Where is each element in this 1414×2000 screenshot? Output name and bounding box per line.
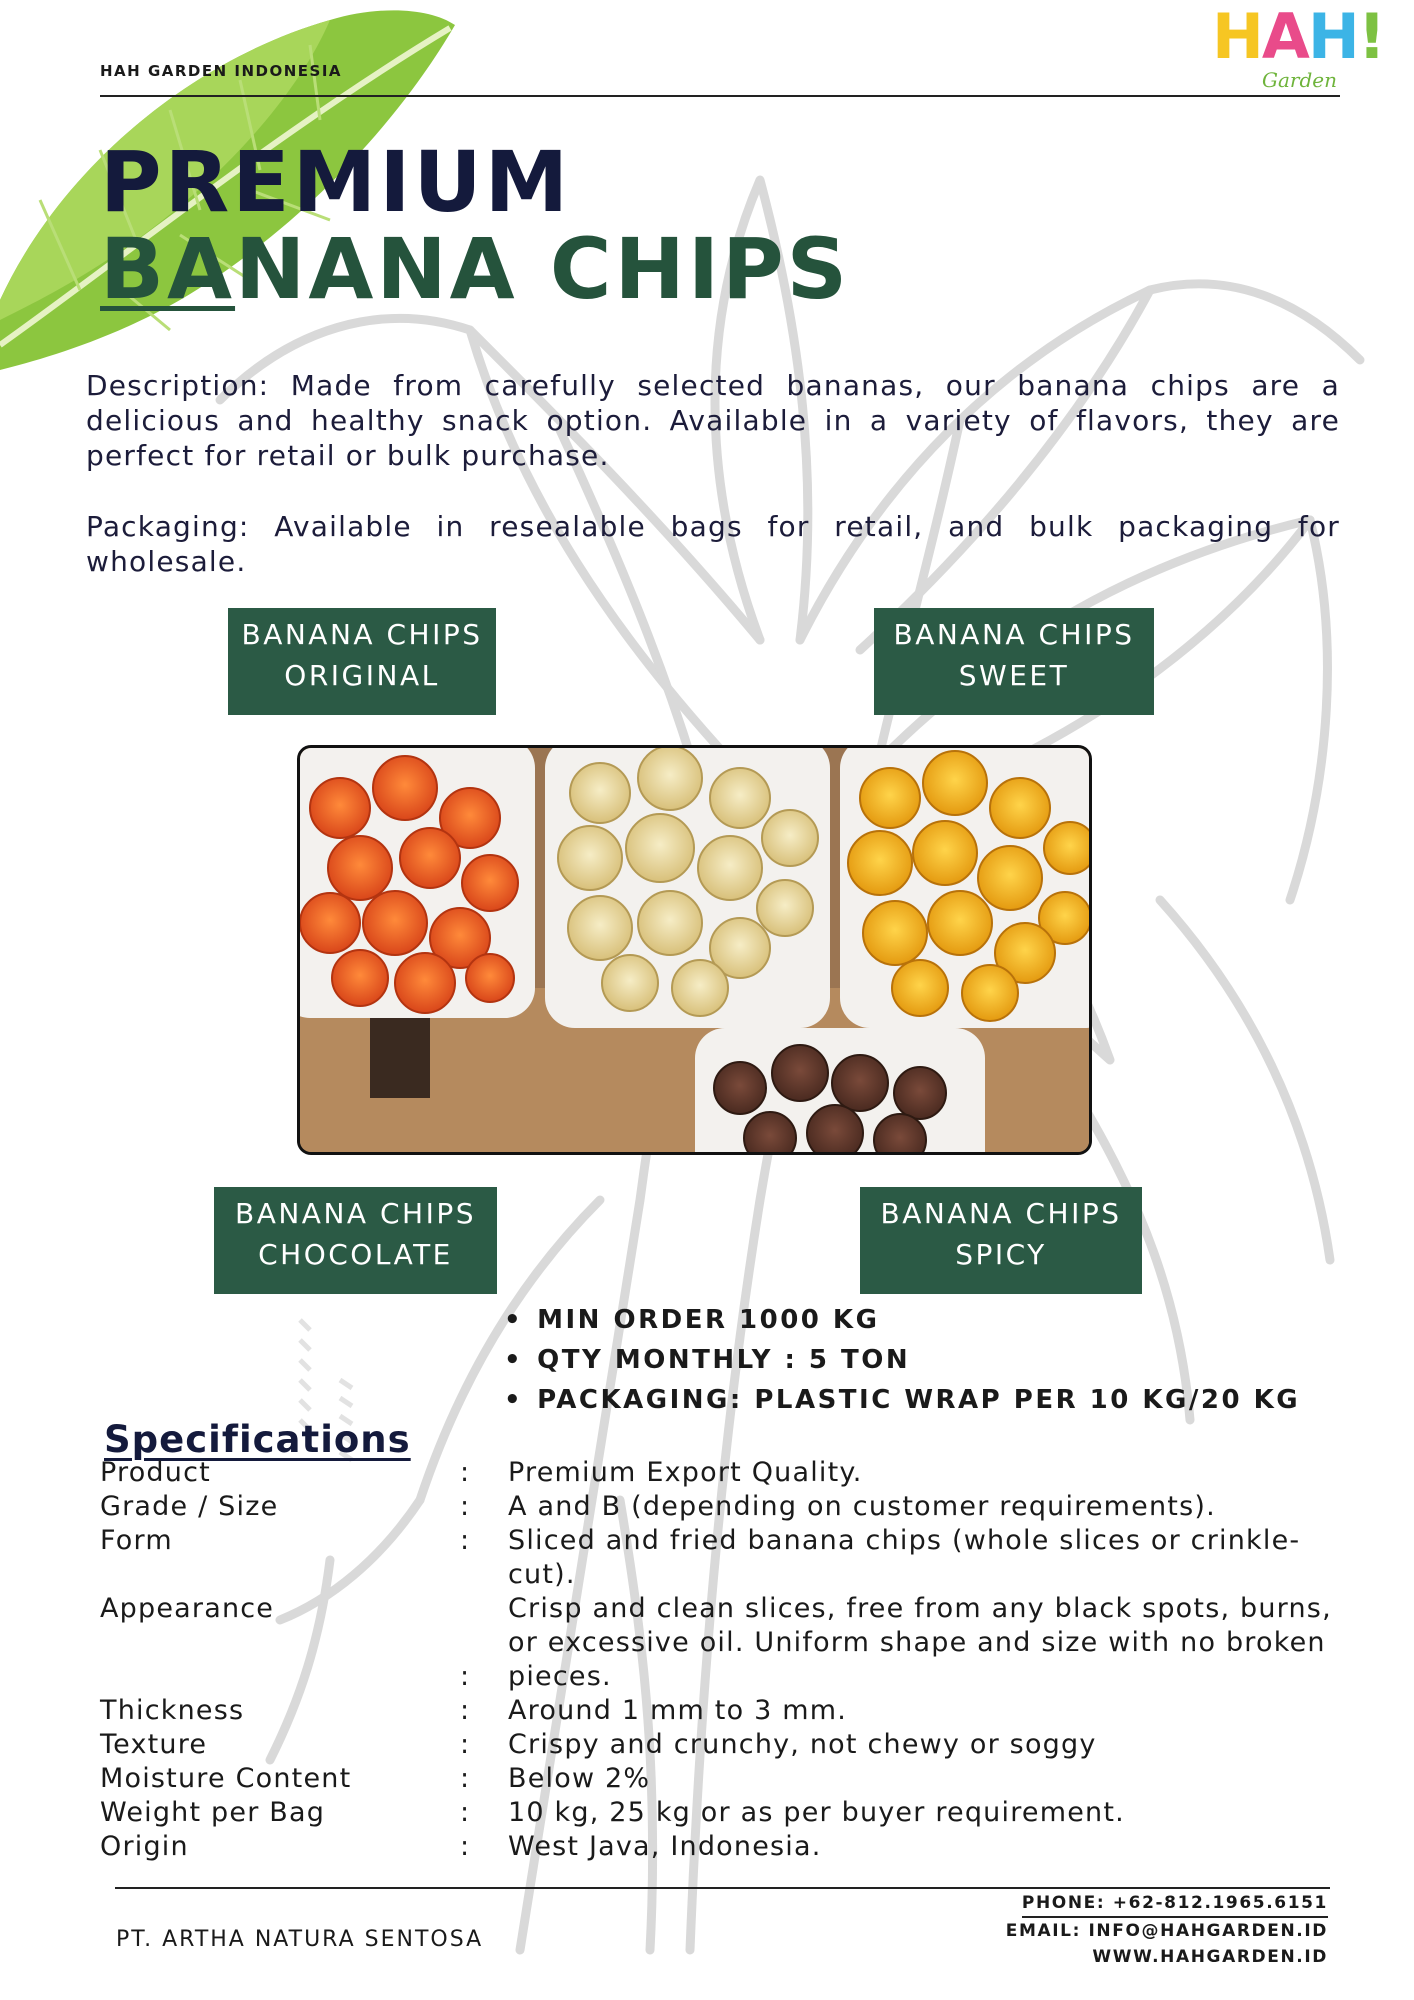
spec-value: Premium Export Quality.	[508, 1457, 863, 1488]
list-item: • QTY MONTHLY : 5 TON	[504, 1340, 1300, 1380]
spec-separator: :	[460, 1763, 471, 1794]
footer-phone: PHONE: +62-812.1965.6151	[1022, 1890, 1328, 1918]
footer-company-name: PT. ARTHA NATURA SENTOSA	[116, 1927, 484, 1952]
variant-tag-line: ORIGINAL	[284, 659, 440, 692]
spec-separator: :	[460, 1525, 471, 1556]
footer-website: WWW.HAHGARDEN.ID	[1092, 1947, 1328, 1967]
spec-value: Crispy and crunchy, not chewy or soggy	[508, 1729, 1097, 1760]
spec-label: Product	[100, 1457, 211, 1488]
spec-label: Thickness	[100, 1695, 245, 1726]
spec-value: Below 2%	[508, 1763, 651, 1794]
title-line-1: PREMIUM	[100, 133, 572, 231]
variant-tag-spicy	[860, 1187, 1142, 1294]
spec-label: Form	[100, 1525, 173, 1556]
logo-letter-a: A	[1261, 0, 1308, 73]
hah-garden-logo	[1212, 0, 1385, 98]
footer-email: EMAIL: INFO@HAHGARDEN.ID	[1005, 1921, 1328, 1941]
variant-tag-line: BANANA CHIPS	[880, 1197, 1122, 1230]
footer-contact-info	[1006, 1890, 1328, 1970]
logo-subtitle: Garden	[1262, 68, 1337, 92]
variant-tag-line: SPICY	[955, 1238, 1047, 1271]
variant-tag-line: BANANA CHIPS	[893, 618, 1135, 651]
spec-separator: :	[460, 1831, 471, 1862]
header-company-name: HAH GARDEN INDONESIA	[100, 62, 343, 80]
spec-separator: :	[460, 1797, 471, 1828]
spec-label: Weight per Bag	[100, 1797, 326, 1828]
spec-value: 10 kg, 25 kg or as per buyer requirement.	[508, 1797, 1125, 1828]
spec-label: Moisture Content	[100, 1763, 352, 1794]
list-item: • PACKAGING: PLASTIC WRAP PER 10 KG/20 KG	[504, 1380, 1300, 1420]
footer-divider	[115, 1887, 1330, 1889]
logo-letter-h1: H	[1212, 0, 1262, 73]
spec-separator: :	[460, 1729, 471, 1760]
spec-label: Origin	[100, 1831, 189, 1862]
logo-letter-exclaim: !	[1357, 0, 1385, 73]
description-block	[86, 368, 1340, 615]
spec-separator: :	[460, 1457, 471, 1488]
banana-chips-product-photo	[297, 745, 1092, 1155]
title-line-2	[100, 220, 851, 318]
spec-value: Sliced and fried banana chips (whole slices or crinkle-cut).	[508, 1525, 1301, 1590]
title-underlined-part: BA	[100, 220, 236, 318]
spec-value: West Java, Indonesia.	[508, 1831, 822, 1862]
variant-tag-line: BANANA CHIPS	[241, 618, 483, 651]
variant-tag-line: CHOCOLATE	[258, 1238, 453, 1271]
header-divider	[100, 95, 1340, 97]
list-item: • MIN ORDER 1000 KG	[504, 1300, 1300, 1340]
spec-value: Around 1 mm to 3 mm.	[508, 1695, 848, 1726]
description-text: Description: Made from carefully selected bananas, our banana chips are a delicious and healthy snack option. Available in a variety of flavors, they are perfect for retail or bulk purchase.	[86, 369, 1340, 472]
title-rest: NANA CHIPS	[235, 220, 851, 318]
variant-tag-chocolate	[214, 1187, 497, 1294]
spec-value: Crisp and clean slices, free from any black spots, burns, or excessive oil. Uniform shape and size with no broken pieces.	[508, 1593, 1332, 1692]
specifications-heading: Specifications	[104, 1418, 411, 1461]
spec-label: Texture	[100, 1729, 208, 1760]
variant-tag-line: SWEET	[958, 659, 1070, 692]
packaging-text: Packaging: Available in resealable bags for retail, and bulk packaging for wholesale.	[86, 510, 1340, 578]
variant-tag-original	[228, 608, 496, 715]
variant-tag-sweet	[874, 608, 1154, 715]
page-title	[100, 133, 851, 318]
spec-separator: :	[460, 1491, 471, 1522]
spec-label: Grade / Size	[100, 1491, 279, 1522]
variant-tag-line: BANANA CHIPS	[235, 1197, 476, 1230]
logo-letter-h2: H	[1307, 0, 1358, 73]
spec-value: A and B (depending on customer requirements).	[508, 1491, 1216, 1522]
order-info-list	[504, 1300, 1300, 1420]
spec-separator: :	[460, 1695, 471, 1726]
spec-label: Appearance	[100, 1593, 275, 1624]
spec-separator: :	[460, 1661, 471, 1692]
